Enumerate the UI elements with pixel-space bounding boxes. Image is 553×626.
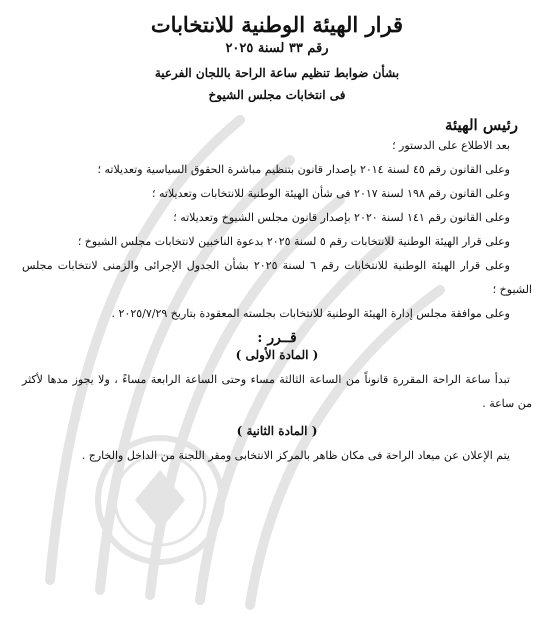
article-2-text: يتم الإعلان عن ميعاد الراحة فى مكان ظاهر بالمركز الانتخابى ومقر اللجنة من الداخل والخارج . bbox=[81, 449, 510, 462]
preamble-item: وعلى قرار الهيئة الوطنية للانتخابات رقم ٦ لسنة ٢٠٢٥ بشأن الجدول الإجرائى والزمنى لانتخابات مجلس الشيوخ ؛ bbox=[22, 259, 532, 296]
preamble-item: وعلى القانون رقم ٤٥ لسنة ٢٠١٤ بإصدار قانون بتنظيم مباشرة الحقوق السياسية وتعديلاته ؛ bbox=[97, 163, 510, 176]
preamble-item: وعلى موافقة مجلس إدارة الهيئة الوطنية للانتخابات بجلسته المعقودة بتاريخ ٢٠٢٥/٧/٢٩ . bbox=[111, 307, 510, 320]
article-1-text: تبدأ ساعة الراحة المقررة قانوناً من الساعة الثالثة مساء وحتى الساعة الرابعة مساءً ، ولا يجوز مدها لأكثر من ساعة . bbox=[22, 373, 532, 410]
decision-document bbox=[22, 8, 532, 468]
article-2-heading: ( المادة الثانية ) bbox=[236, 424, 318, 438]
preamble-item: بعد الاطلاع على الدستور ؛ bbox=[392, 139, 510, 152]
document-title: قرار الهيئة الوطنية للانتخابات bbox=[150, 12, 404, 37]
preamble-item: وعلى القانون رقم ١٩٨ لسنة ٢٠١٧ فى شأن الهيئة الوطنية للانتخابات وتعديلاته ؛ bbox=[152, 187, 510, 200]
article-1-heading: ( المادة الأولى ) bbox=[235, 348, 319, 362]
subject-line-1: بشأن ضوابط تنظيم ساعة الراحة باللجان الفرعية bbox=[154, 66, 400, 80]
decision-number: رقم ٣٣ لسنة ٢٠٢٥ bbox=[225, 41, 329, 56]
subject-line-2: فى انتخابات مجلس الشيوخ bbox=[208, 88, 346, 102]
preamble-item: وعلى قرار الهيئة الوطنية للانتخابات رقم ٥ لسنة ٢٠٢٥ بدعوة الناخبين لانتخابات مجلس الشيوخ ؛ bbox=[77, 235, 510, 248]
preamble-item: وعلى القانون رقم ١٤١ لسنة ٢٠٢٠ بإصدار قانون مجلس الشيوخ وتعديلاته ؛ bbox=[173, 211, 510, 224]
decision-heading: قــرر : bbox=[257, 330, 297, 346]
chair-heading: رئيس الهيئة bbox=[444, 116, 518, 134]
